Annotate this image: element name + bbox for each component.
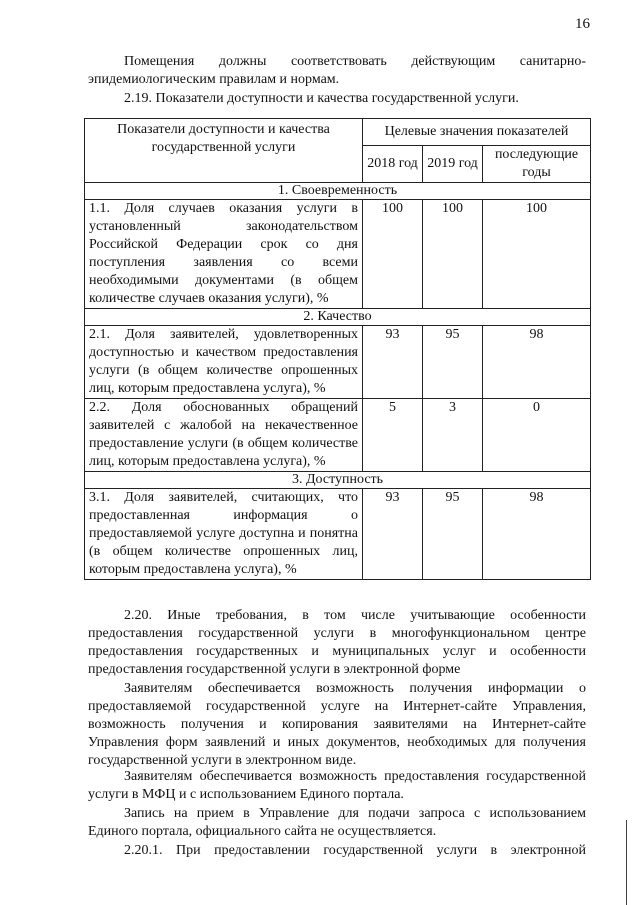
row-2-1-2019: 95 [423, 326, 483, 399]
intro-line-2: эпидемиологическим правилам и нормам. [88, 72, 340, 87]
section-title-timeliness: 1. Своевременность [85, 183, 591, 200]
header-targets: Целевые значения показателей [363, 119, 591, 146]
intro-line-1: Помещения должны соответствовать действующим санитарно- [124, 54, 586, 69]
section-title-accessibility: 3. Доступность [85, 472, 591, 489]
paragraph-applicants-info: Заявителям обеспечивается возможность получения информации о предоставляемой государственной услуге на Интернет-сайте Управления, возможность получения и копирования заявителями на Интернет-сайте Управления форм заявлений и иных документов, необходимых для получения государственной услуги в электронном виде. [88, 681, 586, 768]
paragraph-2-20-1: 2.20.1. При предоставлении государственной услуги в электронной [124, 843, 586, 858]
header-year-2019: 2019 год [423, 146, 483, 183]
row-1-1-next: 100 [483, 200, 591, 309]
row-2-2-2018: 5 [363, 399, 423, 472]
row-3-1-next: 98 [483, 489, 591, 580]
indicators-table [84, 118, 591, 580]
paragraph-applicants-mfc: Заявителям обеспечивается возможность предоставления государственной услуги в МФЦ и с использованием Единого портала. [88, 769, 586, 802]
table-row [85, 200, 591, 309]
row-2-2-2019: 3 [423, 399, 483, 472]
row-2-2-next: 0 [483, 399, 591, 472]
section-heading-2-19: 2.19. Показатели доступности и качества государственной услуги. [124, 91, 519, 106]
row-2-1-2018: 93 [363, 326, 423, 399]
paragraph-appointment: Запись на прием в Управление для подачи запроса с использованием Единого портала, официального сайта не осуществляется. [88, 806, 586, 839]
section-title-quality: 2. Качество [85, 309, 591, 326]
table-row [85, 399, 591, 472]
scan-edge-line [626, 820, 627, 905]
row-3-1-2018: 93 [363, 489, 423, 580]
header-next-years: последующие годы [483, 146, 591, 183]
table-row [85, 489, 591, 580]
intro-paragraph [88, 53, 586, 89]
row-1-1-2019: 100 [423, 200, 483, 309]
row-2-1-text: 2.1. Доля заявителей, удовлетворенных доступностью и качеством предоставления услуги (в общем количестве опрошенных лиц, которым предоставлена услуга), % [85, 326, 363, 399]
page-number: 16 [575, 16, 590, 32]
row-2-2-text: 2.2. Доля обоснованных обращений заявителей с жалобой на некачественное предоставление услуги (в общем количестве лиц, которым предоставлена услуга), % [85, 399, 363, 472]
row-2-1-next: 98 [483, 326, 591, 399]
header-indicator: Показатели доступности и качества государственной услуги [85, 119, 363, 183]
row-3-1-text: 3.1. Доля заявителей, считающих, что предоставленная информация о предоставляемой услуге доступна и понятна (в общем количестве опрошенных лиц, которым предоставлена услуга), % [85, 489, 363, 580]
row-3-1-2019: 95 [423, 489, 483, 580]
paragraph-2-20: 2.20. Иные требования, в том числе учитывающие особенности предоставления государственной услуги в многофункциональном центре предоставления государственных и муниципальных услуг и особенности предоставления государственной услуги в электронной форме [88, 608, 586, 677]
row-1-1-text: 1.1. Доля случаев оказания услуги в установленный законодательством Российской Федерации срок со дня поступления заявления со всеми необходимыми документами (в общем количестве случаев оказания услуги), % [85, 200, 363, 309]
header-year-2018: 2018 год [363, 146, 423, 183]
table-row [85, 326, 591, 399]
row-1-1-2018: 100 [363, 200, 423, 309]
